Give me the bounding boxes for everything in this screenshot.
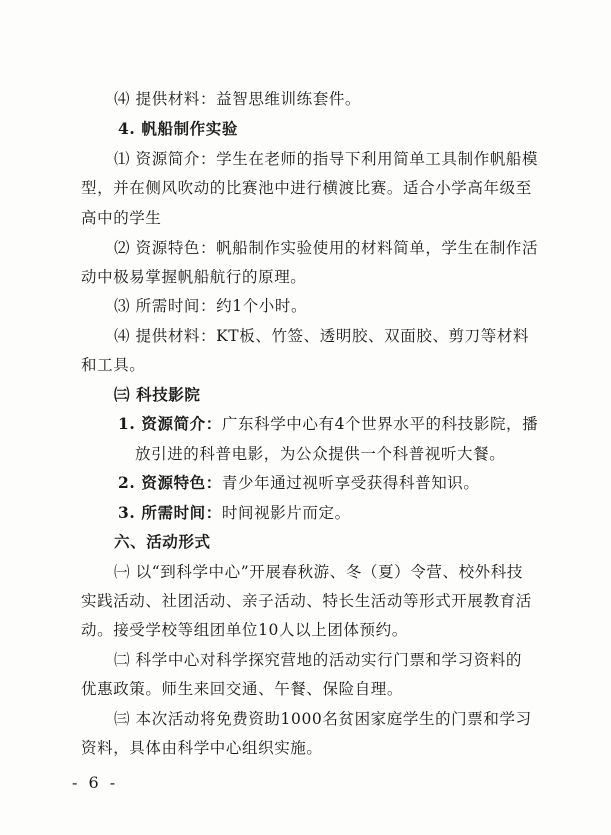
text-line: 和工具。 — [81, 356, 146, 374]
text-line: ㈠ 以“到科学中心”开展春秋游、冬（夏）令营、校外科技 — [114, 563, 523, 581]
item-text: 青少年通过视听享受获得科普知识。 — [221, 474, 480, 492]
item-label: 3. 所需时间： — [118, 503, 222, 522]
item-label: 2. 资源特色： — [118, 473, 222, 492]
text-line — [118, 414, 538, 434]
text-line — [118, 503, 351, 523]
text-line: 实践活动、社团活动、亲子活动、特长生活动等形式开展教育活 — [81, 592, 532, 610]
text-line: 动。接受学校等组团单位10人以上团体预约。 — [81, 621, 408, 639]
section-heading: ㈢ 科技影院 — [114, 385, 201, 404]
text-line: 型，并在侧风吹动的比赛池中进行横渡比赛。适合小学高年级至 — [81, 179, 532, 197]
text-line: ⑶ 所需时间：约1个小时。 — [114, 297, 308, 315]
text-line — [118, 473, 480, 493]
text-line: ⑴ 资源简介：学生在老师的指导下利用简单工具制作帆船模 — [114, 150, 539, 168]
text-line: ㈢ 本次活动将免费资助1000名贫困家庭学生的门票和学习 — [114, 710, 532, 728]
text-line: ㈡ 科学中心对科学探究营地的活动实行门票和学习资料的 — [114, 651, 523, 669]
text-line: 优惠政策。师生来回交通、午餐、保险自理。 — [81, 680, 404, 698]
text-line: 动中极易掌握帆船航行的原理。 — [81, 268, 307, 286]
item-label: 1. 资源简介： — [118, 414, 222, 433]
text-line: ⑷ 提供材料：KT板、竹签、透明胶、双面胶、剪刀等材料 — [114, 327, 530, 345]
section-heading: 4. 帆船制作实验 — [118, 119, 238, 138]
text-line: ⑷ 提供材料：益智思维训练套件。 — [114, 90, 362, 108]
item-text: 广东科学中心有4个世界水平的科技影院，播 — [221, 415, 539, 433]
section-heading: 六、活动形式 — [114, 532, 211, 551]
text-line: ⑵ 资源特色：帆船制作实验使用的材料简单，学生在制作活 — [114, 239, 539, 257]
item-text: 时间视影片而定。 — [221, 504, 351, 522]
page-number: - 6 - — [72, 773, 119, 792]
text-line: 资料，具体由科学中心组织实施。 — [81, 739, 323, 757]
text-line: 高中的学生 — [81, 209, 162, 227]
text-line: 放引进的科普电影，为公众提供一个科普视听大餐。 — [135, 445, 506, 463]
